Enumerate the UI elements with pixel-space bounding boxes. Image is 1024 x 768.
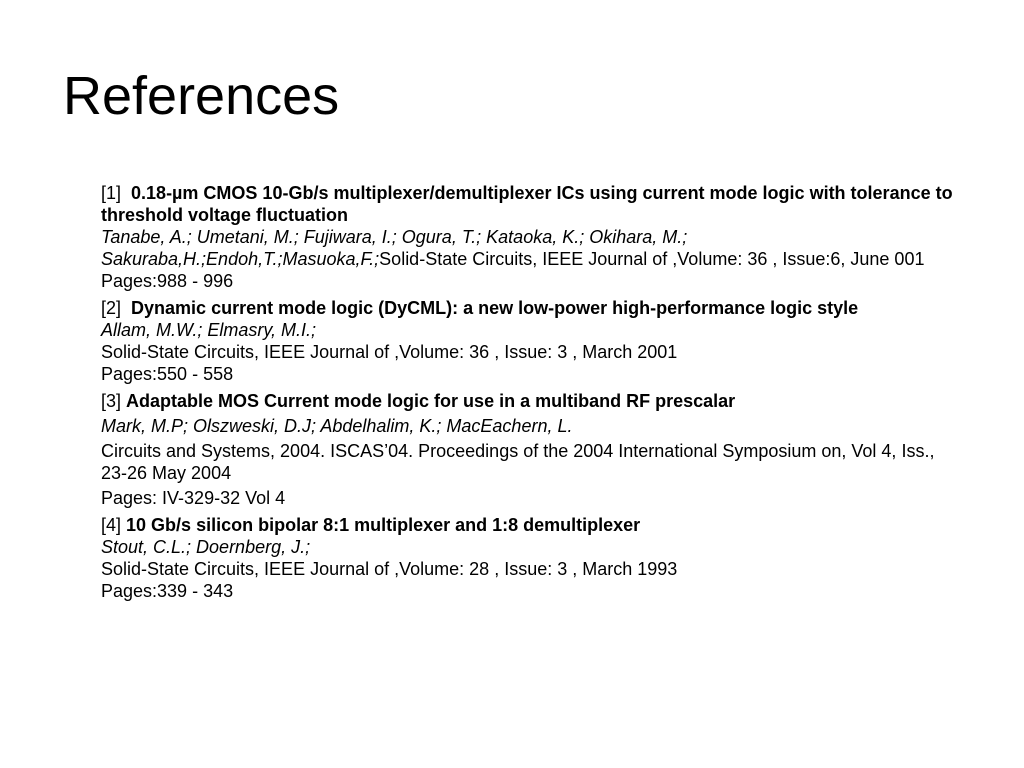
reference-number: [4] [101,515,122,535]
reference-item-1 [101,182,961,292]
reference-pages: Pages:988 - 996 [101,271,234,291]
slide-title: References [63,66,340,126]
reference-pages: Pages:550 - 558 [101,364,234,384]
reference-pages: Pages:339 - 343 [101,581,234,601]
reference-source: Circuits and Systems, 2004. ISCAS’04. Proceedings of the 2004 International Symposium on, Vol 4, Iss., 23-26 May 2004 [101,441,935,483]
reference-authors: Mark, M.P; Olszweski, D.J; Abdelhalim, K.; MacEachern, L. [101,416,573,436]
reference-heading [101,297,961,319]
reference-heading [101,514,961,536]
reference-number: [2] [101,298,122,318]
reference-pages: Pages: IV-329-32 Vol 4 [101,488,286,508]
reference-heading [101,390,961,412]
reference-authors: Tanabe, A.; Umetani, M.; Fujiwara, I.; Ogura, T.; Kataoka, K.; Okihara, M.; Sakuraba,H.;Endoh,T.;Masuoka,F.; [101,227,688,269]
reference-item-4 [101,514,961,602]
reference-authors: Allam, M.W.; Elmasry, M.I.; [101,320,316,340]
reference-citation [101,226,961,270]
reference-number: [3] [101,391,122,411]
reference-title: Dynamic current mode logic (DyCML): a new low-power high-performance logic style [131,298,859,318]
reference-heading [101,182,961,226]
reference-item-2 [101,297,961,385]
reference-title: Adaptable MOS Current mode logic for use in a multiband RF prescalar [126,391,736,411]
reference-source: Solid-State Circuits, IEEE Journal of ,Volume: 36 , Issue:6, June 001 [379,249,925,269]
reference-item-3 [101,390,961,509]
reference-title: 10 Gb/s silicon bipolar 8:1 multiplexer and 1:8 demultiplexer [126,515,641,535]
reference-title: 0.18-µm CMOS 10-Gb/s multiplexer/demultiplexer ICs using current mode logic with tolerance to threshold voltage fluctuation [101,183,953,225]
reference-authors: Stout, C.L.; Doernberg, J.; [101,537,311,557]
reference-list [101,182,961,602]
reference-source: Solid-State Circuits, IEEE Journal of ,Volume: 36 , Issue: 3 , March 2001 [101,342,678,362]
reference-source: Solid-State Circuits, IEEE Journal of ,Volume: 28 , Issue: 3 , March 1993 [101,559,678,579]
reference-number: [1] [101,183,122,203]
